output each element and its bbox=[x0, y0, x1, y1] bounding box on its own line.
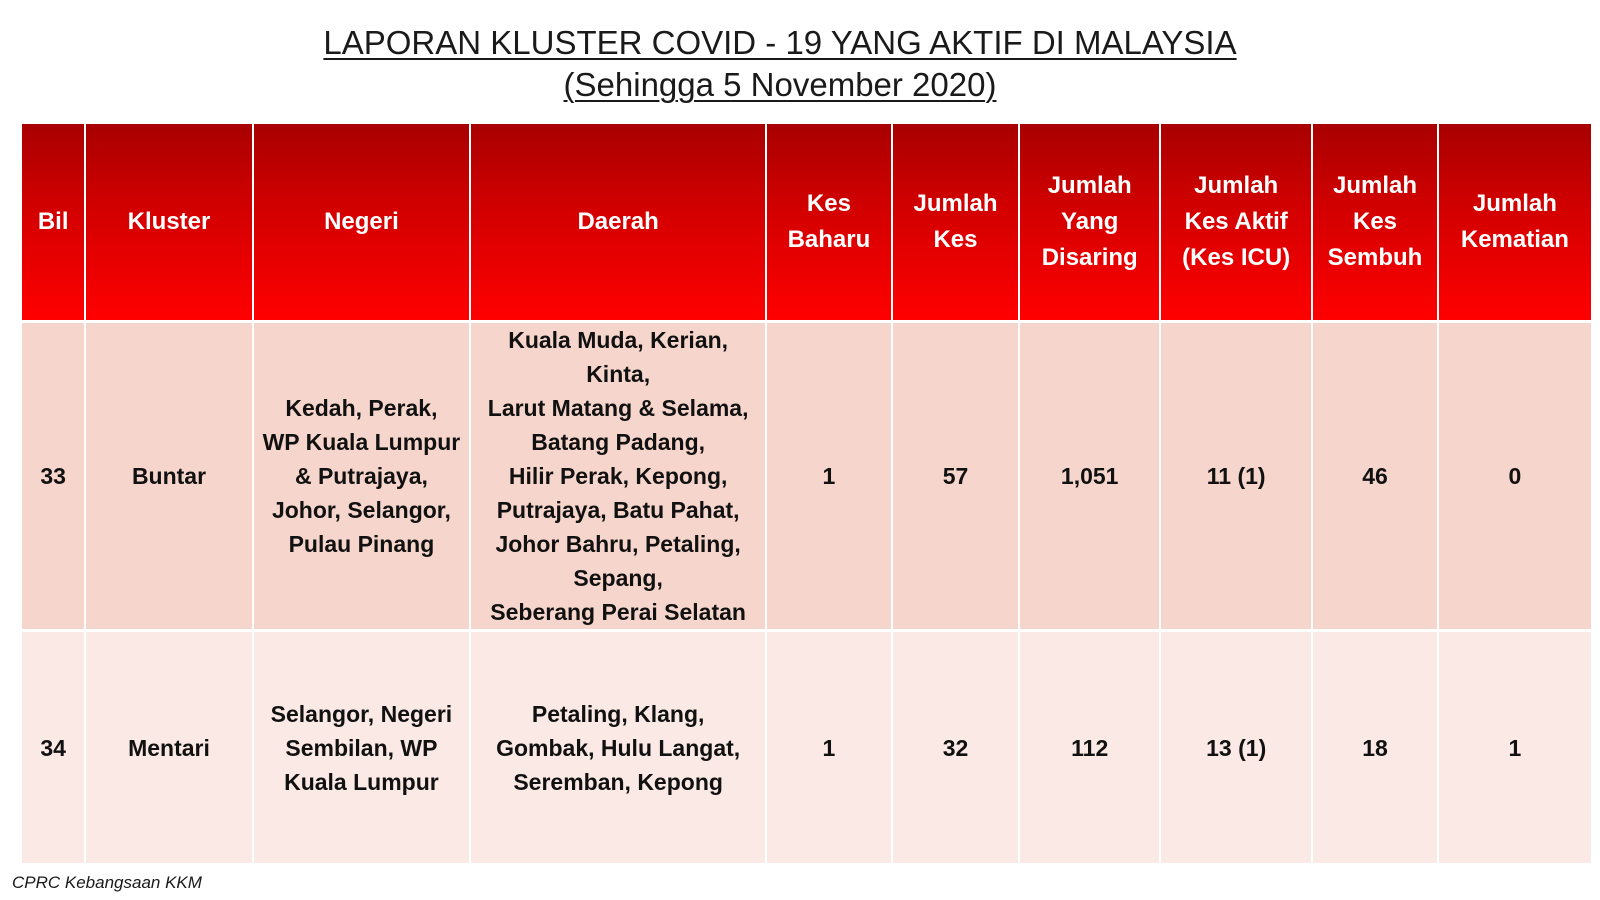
cell-kluster: Mentari bbox=[85, 631, 252, 864]
header-kluster: Kluster bbox=[85, 124, 252, 322]
cell-jumlah-kes: 57 bbox=[892, 322, 1020, 631]
header-negeri: Negeri bbox=[253, 124, 470, 322]
cell-bil: 33 bbox=[21, 322, 85, 631]
cell-jumlah-kes: 32 bbox=[892, 631, 1020, 864]
cell-kes-aktif: 11 (1) bbox=[1160, 322, 1312, 631]
cell-jumlah-disaring: 112 bbox=[1019, 631, 1160, 864]
cell-daerah: Kuala Muda, Kerian, Kinta, Larut Matang & Selama, Batang Padang, Hilir Perak, Kepong, Putrajaya, Batu Pahat, Johor Bahru, Petaling, Sepang, Seberang Perai Selatan bbox=[470, 322, 766, 631]
report-title bbox=[0, 22, 1560, 106]
cell-kes-baharu: 1 bbox=[766, 322, 892, 631]
cluster-table bbox=[20, 124, 1593, 863]
header-jumlah-disaring: Jumlah Yang Disaring bbox=[1019, 124, 1160, 322]
cell-bil: 34 bbox=[21, 631, 85, 864]
cell-kes-aktif: 13 (1) bbox=[1160, 631, 1312, 864]
table-row bbox=[21, 631, 1592, 864]
header-daerah: Daerah bbox=[470, 124, 766, 322]
cell-kes-sembuh: 46 bbox=[1312, 322, 1438, 631]
header-kes-sembuh: Jumlah Kes Sembuh bbox=[1312, 124, 1438, 322]
header-kes-aktif: Jumlah Kes Aktif (Kes ICU) bbox=[1160, 124, 1312, 322]
header-kes-baharu: Kes Baharu bbox=[766, 124, 892, 322]
title-line-2: (Sehingga 5 November 2020) bbox=[563, 66, 997, 103]
header-jumlah-kes: Jumlah Kes bbox=[892, 124, 1020, 322]
source-note: CPRC Kebangsaan KKM bbox=[12, 873, 202, 892]
cell-negeri: Selangor, Negeri Sembilan, WP Kuala Lumpur bbox=[253, 631, 470, 864]
cell-daerah: Petaling, Klang, Gombak, Hulu Langat, Seremban, Kepong bbox=[470, 631, 766, 864]
cell-kes-sembuh: 18 bbox=[1312, 631, 1438, 864]
title-line-1: LAPORAN KLUSTER COVID - 19 YANG AKTIF DI MALAYSIA bbox=[323, 24, 1237, 61]
header-bil: Bil bbox=[21, 124, 85, 322]
cell-jumlah-disaring: 1,051 bbox=[1019, 322, 1160, 631]
header-kematian: Jumlah Kematian bbox=[1438, 124, 1592, 322]
cell-kes-baharu: 1 bbox=[766, 631, 892, 864]
cell-kematian: 1 bbox=[1438, 631, 1592, 864]
table-row bbox=[21, 322, 1592, 631]
cell-kluster: Buntar bbox=[85, 322, 252, 631]
cell-kematian: 0 bbox=[1438, 322, 1592, 631]
table-header-row bbox=[21, 124, 1592, 322]
cell-negeri: Kedah, Perak, WP Kuala Lumpur & Putrajaya, Johor, Selangor, Pulau Pinang bbox=[253, 322, 470, 631]
